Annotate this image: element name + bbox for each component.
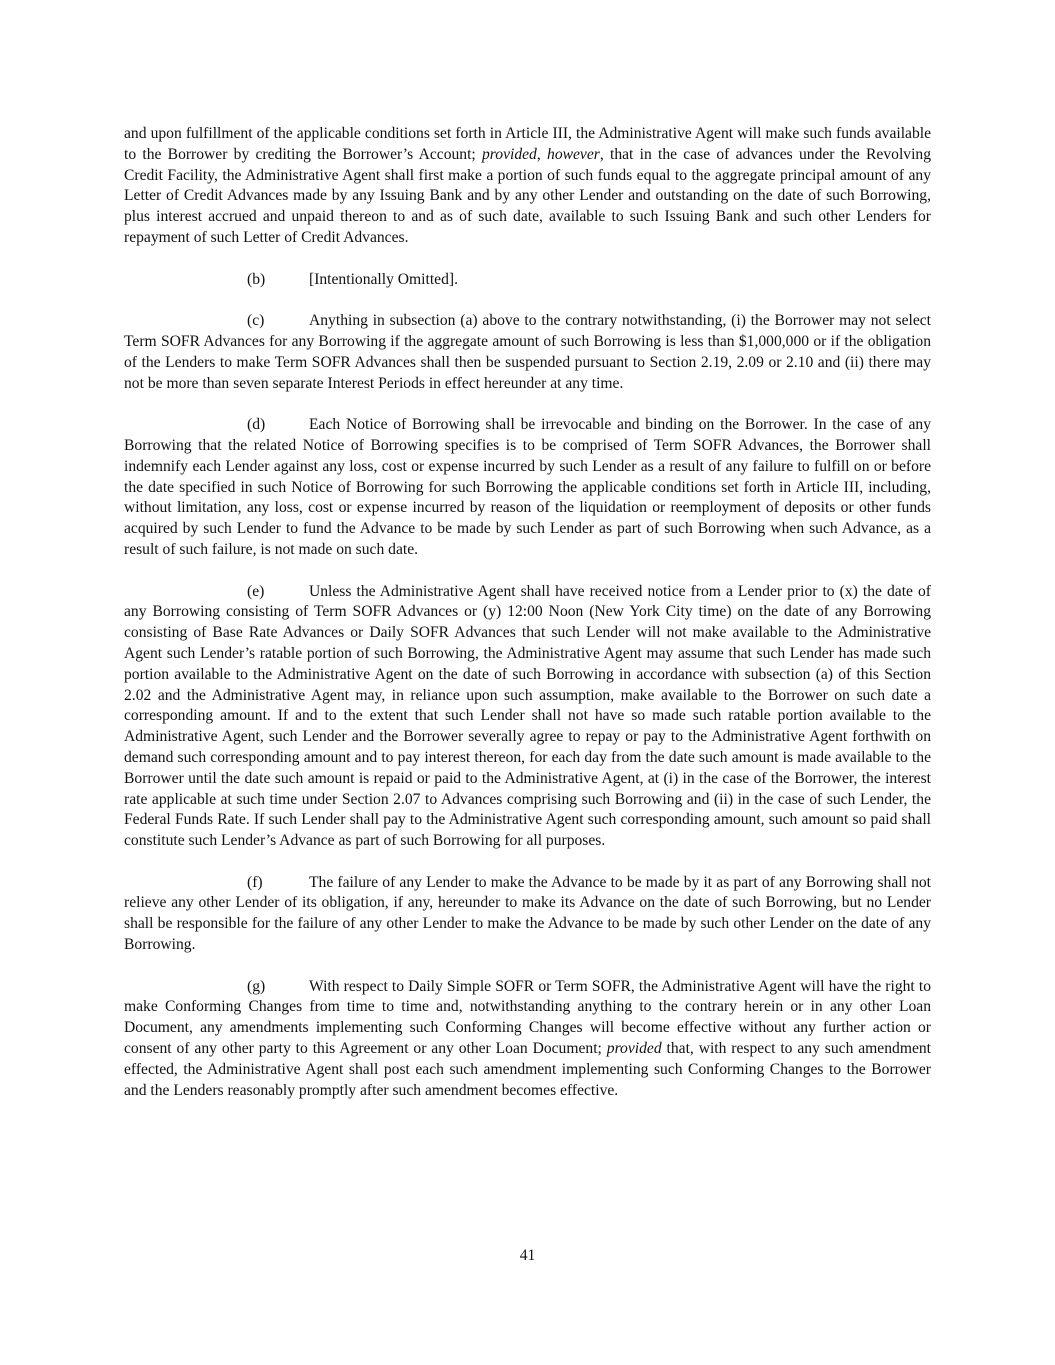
paragraph-d-text: Each Notice of Borrowing shall be irrevocable and binding on the Borrower. In the case of any Borrowing that the related Notice of Borrowing specifies is to be comprised of Term SOFR Advances, the Borrower shall indemnify each Lender against any loss, cost or expense incurred by such Lender as a result of any failure to fulfill on or before the date specified in such Notice of Borrowing for such Borrowing the applicable conditions set forth in Article III, including, without limitation, any loss, cost or expense incurred by reason of the liquidation or reemployment of deposits or other funds acquired by such Lender to fund the Advance to be made by such Lender as part of such Borrowing when such Advance, as a result of such failure, is not made on such date.	[124, 416, 931, 558]
paragraph-f-label: (f)	[247, 873, 263, 891]
paragraph-intro	[124, 124, 931, 249]
page-number: 41	[519, 1247, 536, 1264]
paragraph-g-label: (g)	[247, 977, 266, 995]
intro-however: however	[547, 145, 600, 163]
paragraph-e-text: Unless the Administrative Agent shall have received notice from a Lender prior to (x) the date of any Borrowing consisting of Term SOFR Advances or (y) 12:00 Noon (New York City time) on the date of any Borrowing consisting of Base Rate Advances or Daily SOFR Advances that such Lender will not make available to the Administrative Agent such Lender’s ratable portion of such Borrowing, the Administrative Agent may assume that such Lender has made such portion available to the Administrative Agent on the date of such Borrowing in accordance with subsection (a) of this Section 2.02 and the Administrative Agent may, in reliance upon such assumption, make available to the Borrower on such date a corresponding amount. If and to the extent that such Lender shall not have so made such ratable portion available to the Administrative Agent, such Lender and the Borrower severally agree to repay or pay to the Administrative Agent forthwith on demand such corresponding amount and to pay interest thereon, for each day from the date such amount is made available to the Borrower until the date such amount is repaid or paid to the Administrative Agent, at (i) in the case of the Borrower, the interest rate applicable at such time under Section 2.07 to Advances comprising such Borrowing and (ii) in the case of such Lender, the Federal Funds Rate. If such Lender shall pay to the Administrative Agent such corresponding amount, such amount so paid shall constitute such Lender’s Advance as part of such Borrowing for all purposes.	[124, 582, 931, 850]
paragraph-f-text: The failure of any Lender to make the Advance to be made by it as part of any Borrowing shall not relieve any other Lender of its obligation, if any, hereunder to make its Advance on the date of such Borrowing, but no Lender shall be responsible for the failure of any other Lender to make the Advance to be made by such other Lender on the date of any Borrowing.	[124, 873, 931, 954]
intro-comma: ,	[536, 145, 548, 163]
intro-provided: provided	[482, 145, 537, 163]
paragraph-e	[124, 582, 931, 852]
document-page	[124, 124, 931, 1122]
paragraph-d-label: (d)	[247, 416, 266, 434]
paragraph-e-label: (e)	[247, 582, 265, 600]
intro-text-2: , that in the case of advances under the Revolving Credit Facility, the Administrative Agent shall first make a portion of such funds equal to the aggregate principal amount of any Letter of Credit Advances made by any Issuing Bank and by any other Lender and outstanding on the date of such Borrowing, plus interest accrued and unpaid thereon to and as of such date, available to such Issuing Bank and such other Lenders for repayment of such Letter of Credit Advances.	[124, 145, 932, 246]
paragraph-d	[124, 415, 931, 561]
paragraph-g-provided: provided	[606, 1040, 662, 1058]
paragraph-c-text: Anything in subsection (a) above to the contrary notwithstanding, (i) the Borrower may not select Term SOFR Advances for any Borrowing if the aggregate amount of such Borrowing is less than $1,000,000 or if the obligation of the Lenders to make Term SOFR Advances shall then be suspended pursuant to Section 2.19, 2.09 or 2.10 and (ii) there may not be more than seven separate Interest Periods in effect hereunder at any time.	[124, 312, 931, 392]
paragraph-b-label: (b)	[247, 270, 266, 288]
paragraph-g-text-1: With respect to Daily Simple SOFR or Term SOFR, the Administrative Agent will have the right to make Conforming Changes from time to time and, notwithstanding anything to the contrary herein or in any other Loan Document, any amendments implementing such Conforming Changes will become effective without any further action or consent of any other party to this Agreement or any other Loan Document;	[124, 977, 931, 1058]
intro-text-1: and upon fulfillment of the applicable conditions set forth in Article III, the Administrative Agent will make such funds available to the Borrower by crediting the Borrower’s Account;	[124, 125, 931, 163]
paragraph-g	[124, 977, 931, 1102]
paragraph-b-text: [Intentionally Omitted].	[309, 270, 458, 288]
paragraph-c	[124, 311, 931, 394]
paragraph-c-label: (c)	[247, 312, 265, 330]
paragraph-g-text-2: that, with respect to any such amendment effected, the Administrative Agent shall post each such amendment implementing such Conforming Changes to the Borrower and the Lenders reasonably promptly after such amendment becomes effective.	[124, 1040, 931, 1099]
paragraph-f	[124, 873, 931, 956]
paragraph-b	[124, 270, 931, 291]
